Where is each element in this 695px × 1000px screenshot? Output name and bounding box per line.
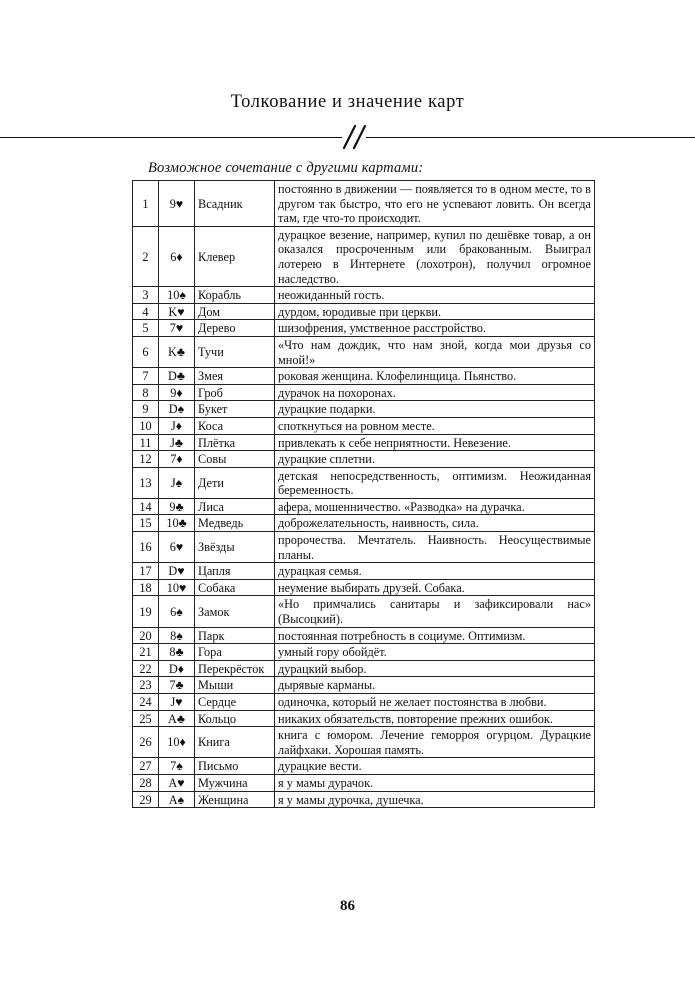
playing-card: 10♦	[159, 727, 195, 758]
row-number: 14	[133, 498, 159, 515]
row-number: 20	[133, 627, 159, 644]
table-row	[133, 320, 595, 337]
card-name: Собака	[195, 579, 275, 596]
table-row	[133, 336, 595, 367]
row-number: 3	[133, 287, 159, 304]
card-meaning: дурдом, юродивые при церкви.	[275, 303, 595, 320]
playing-card: 6♥	[159, 532, 195, 563]
card-combinations-table	[132, 180, 595, 808]
row-number: 8	[133, 384, 159, 401]
header-rule-left	[0, 137, 342, 138]
playing-card: D♥	[159, 563, 195, 580]
card-name: Перекрёсток	[195, 660, 275, 677]
playing-card: K♥	[159, 303, 195, 320]
card-meaning: дурацкие подарки.	[275, 401, 595, 418]
card-name: Цапля	[195, 563, 275, 580]
table-caption: Возможное сочетание с другими картами:	[148, 160, 424, 176]
card-name: Звёзды	[195, 532, 275, 563]
playing-card: 7♠	[159, 758, 195, 775]
card-meaning: дурацкий выбор.	[275, 660, 595, 677]
card-name: Дом	[195, 303, 275, 320]
card-meaning: дурацкая семья.	[275, 563, 595, 580]
row-number: 28	[133, 774, 159, 791]
card-meaning: я у мамы дурочка, душечка.	[275, 791, 595, 808]
card-name: Письмо	[195, 758, 275, 775]
card-meaning: шизофрения, умственное расстройство.	[275, 320, 595, 337]
card-name: Мыши	[195, 677, 275, 694]
card-name: Совы	[195, 451, 275, 468]
header-rule-right	[366, 137, 695, 138]
card-name: Кольцо	[195, 710, 275, 727]
row-number: 5	[133, 320, 159, 337]
table-row	[133, 791, 595, 808]
row-number: 10	[133, 417, 159, 434]
playing-card: A♥	[159, 774, 195, 791]
card-meaning: я у мамы дурачок.	[275, 774, 595, 791]
table-row	[133, 417, 595, 434]
card-meaning: дурачок на похоронах.	[275, 384, 595, 401]
card-name: Сердце	[195, 694, 275, 711]
row-number: 12	[133, 451, 159, 468]
card-meaning: умный гору обойдёт.	[275, 644, 595, 661]
playing-card: J♣	[159, 434, 195, 451]
row-number: 23	[133, 677, 159, 694]
card-name: Всадник	[195, 181, 275, 227]
playing-card: 9♥	[159, 181, 195, 227]
playing-card: 9♣	[159, 498, 195, 515]
row-number: 18	[133, 579, 159, 596]
table-row	[133, 774, 595, 791]
card-meaning: афера, мошенничество. «Разводка» на дурачка.	[275, 498, 595, 515]
card-name: Дети	[195, 467, 275, 498]
card-name: Медведь	[195, 515, 275, 532]
row-number: 1	[133, 181, 159, 227]
playing-card: D♦	[159, 660, 195, 677]
table-row	[133, 498, 595, 515]
playing-card: A♣	[159, 710, 195, 727]
card-name: Парк	[195, 627, 275, 644]
running-header: Толкование и значение карт	[230, 92, 465, 112]
playing-card: 7♣	[159, 677, 195, 694]
card-name: Корабль	[195, 287, 275, 304]
table-row	[133, 303, 595, 320]
table-row	[133, 515, 595, 532]
table-row	[133, 710, 595, 727]
card-meaning: дурацкое везение, например, купил по дешёвке товар, а он оказался просроченным или бракованным. Выиграл лотерею в Интернете (лохотрон), получил огромное наследство.	[275, 226, 595, 286]
row-number: 19	[133, 596, 159, 627]
playing-card: 9♦	[159, 384, 195, 401]
card-name: Змея	[195, 368, 275, 385]
playing-card: 8♣	[159, 644, 195, 661]
table-row	[133, 579, 595, 596]
playing-card: 10♣	[159, 515, 195, 532]
table-row	[133, 677, 595, 694]
card-meaning: доброжелательность, наивность, сила.	[275, 515, 595, 532]
card-name: Гроб	[195, 384, 275, 401]
playing-card: J♠	[159, 467, 195, 498]
table-row	[133, 451, 595, 468]
playing-card: 6♦	[159, 226, 195, 286]
table-row	[133, 596, 595, 627]
card-name: Плётка	[195, 434, 275, 451]
row-number: 15	[133, 515, 159, 532]
table-row	[133, 384, 595, 401]
card-meaning: книга с юмором. Лечение геморроя огурцом. Дурацкие лайфхаки. Хорошая память.	[275, 727, 595, 758]
card-meaning: привлекать к себе неприятности. Невезение.	[275, 434, 595, 451]
playing-card: 7♥	[159, 320, 195, 337]
row-number: 13	[133, 467, 159, 498]
row-number: 4	[133, 303, 159, 320]
table-row	[133, 644, 595, 661]
double-slash-ornament-icon	[338, 124, 372, 150]
table-row	[133, 694, 595, 711]
card-name: Тучи	[195, 336, 275, 367]
table-row	[133, 758, 595, 775]
card-meaning: неожиданный гость.	[275, 287, 595, 304]
playing-card: 10♥	[159, 579, 195, 596]
row-number: 21	[133, 644, 159, 661]
card-name: Мужчина	[195, 774, 275, 791]
card-meaning: постоянная потребность в социуме. Оптимизм.	[275, 627, 595, 644]
row-number: 7	[133, 368, 159, 385]
card-meaning: дурацкие вести.	[275, 758, 595, 775]
card-name: Гора	[195, 644, 275, 661]
playing-card: D♠	[159, 401, 195, 418]
table-row	[133, 627, 595, 644]
card-meaning: одиночка, который не желает постоянства в любви.	[275, 694, 595, 711]
table-row	[133, 563, 595, 580]
row-number: 27	[133, 758, 159, 775]
page-number: 86	[340, 898, 355, 914]
card-meaning: споткнуться на ровном месте.	[275, 417, 595, 434]
card-name: Книга	[195, 727, 275, 758]
table-row	[133, 434, 595, 451]
table-row	[133, 532, 595, 563]
playing-card: D♣	[159, 368, 195, 385]
row-number: 29	[133, 791, 159, 808]
table-row	[133, 727, 595, 758]
card-name: Букет	[195, 401, 275, 418]
row-number: 6	[133, 336, 159, 367]
card-meaning: «Но примчались санитары и зафиксировали нас» (Высоцкий).	[275, 596, 595, 627]
row-number: 22	[133, 660, 159, 677]
table-row	[133, 660, 595, 677]
playing-card: 10♠	[159, 287, 195, 304]
table-row	[133, 181, 595, 227]
row-number: 2	[133, 226, 159, 286]
card-name: Лиса	[195, 498, 275, 515]
row-number: 11	[133, 434, 159, 451]
row-number: 17	[133, 563, 159, 580]
row-number: 24	[133, 694, 159, 711]
table-row	[133, 287, 595, 304]
card-name: Замок	[195, 596, 275, 627]
card-meaning: «Что нам дождик, что нам зной, когда мои друзья со мной!»	[275, 336, 595, 367]
row-number: 9	[133, 401, 159, 418]
row-number: 25	[133, 710, 159, 727]
card-meaning: дурацкие сплетни.	[275, 451, 595, 468]
playing-card: K♣	[159, 336, 195, 367]
card-meaning: детская непосредственность, оптимизм. Неожиданная беременность.	[275, 467, 595, 498]
card-meaning: неумение выбирать друзей. Собака.	[275, 579, 595, 596]
table-row	[133, 368, 595, 385]
card-name: Клевер	[195, 226, 275, 286]
playing-card: 8♠	[159, 627, 195, 644]
card-meaning: дырявые карманы.	[275, 677, 595, 694]
table-row	[133, 467, 595, 498]
card-name: Женщина	[195, 791, 275, 808]
playing-card: A♠	[159, 791, 195, 808]
playing-card: 6♠	[159, 596, 195, 627]
card-meaning: никаких обязательств, повторение прежних ошибок.	[275, 710, 595, 727]
playing-card: 7♦	[159, 451, 195, 468]
card-name: Дерево	[195, 320, 275, 337]
card-meaning: постоянно в движении — появляется то в одном месте, то в другом так быстро, что его не успевают ловить. Он всегда там, где что-то происходит.	[275, 181, 595, 227]
row-number: 16	[133, 532, 159, 563]
playing-card: J♦	[159, 417, 195, 434]
table-row	[133, 226, 595, 286]
card-meaning: пророчества. Мечтатель. Наивность. Неосуществимые планы.	[275, 532, 595, 563]
card-name: Коса	[195, 417, 275, 434]
table-row	[133, 401, 595, 418]
playing-card: J♥	[159, 694, 195, 711]
card-meaning: роковая женщина. Клофелинщица. Пьянство.	[275, 368, 595, 385]
row-number: 26	[133, 727, 159, 758]
